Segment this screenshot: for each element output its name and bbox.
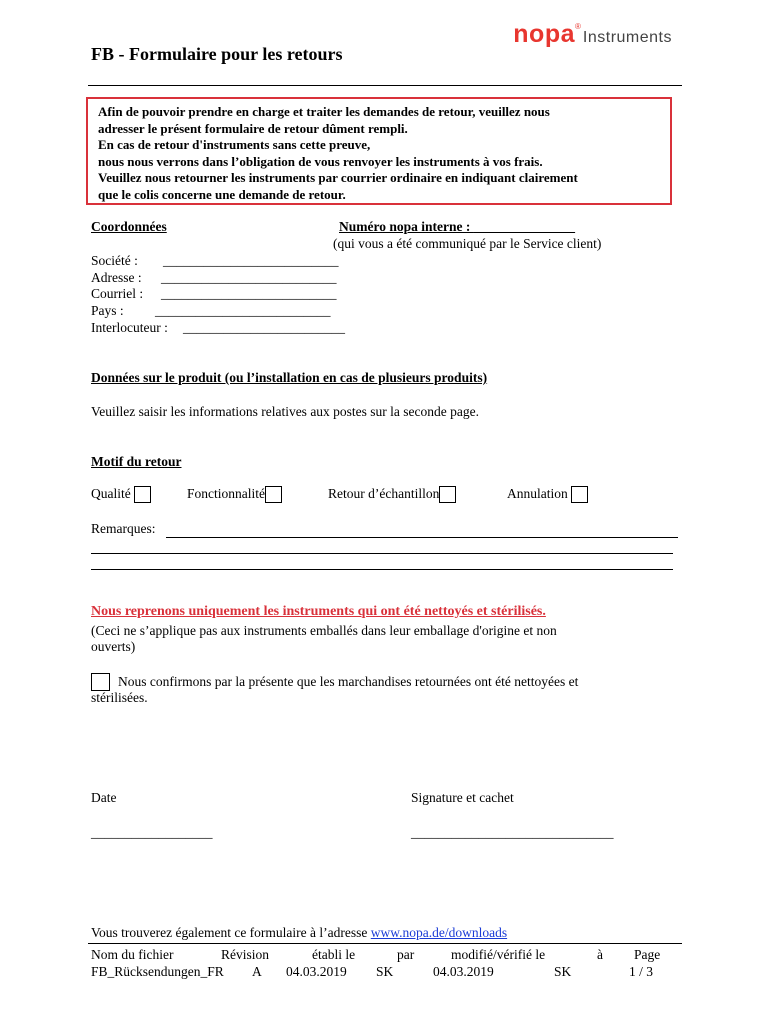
date-label: Date	[91, 790, 117, 805]
option-annulation	[507, 486, 588, 503]
footer-header-revision: Révision	[221, 947, 270, 962]
footer-header-par: par	[397, 947, 415, 962]
logo-subtitle: Instruments	[582, 29, 672, 46]
field-label-courriel: Courriel :	[91, 286, 144, 301]
footer-value-modifie: 04.03.2019	[433, 964, 494, 979]
nettoyage-note-1: (Ceci ne s’applique pas aux instruments emballés dans leur emballage d'origine et non	[91, 623, 557, 638]
option-retour-echantillon	[328, 486, 456, 503]
footer-header-modifie: modifié/vérifié le	[451, 947, 546, 962]
notice-box	[86, 97, 672, 205]
footer-divider	[88, 943, 682, 944]
notice-line: En cas de retour d'instruments sans cette preuve,	[98, 137, 371, 152]
download-text: Vous trouverez également ce formulaire à l’adresse	[91, 925, 371, 940]
logo-brand: nopa	[513, 20, 575, 48]
motif-heading: Motif du retour	[91, 454, 182, 469]
checkbox-qualite[interactable]	[134, 486, 151, 503]
checkbox-retour-echantillon[interactable]	[439, 486, 456, 503]
notice-line: adresser le présent formulaire de retour dûment rempli.	[98, 120, 408, 136]
nettoyage-warning: Nous reprenons uniquement les instruments qui ont été nettoyés et stérilisés.	[91, 604, 546, 619]
date-field[interactable]: __________________	[91, 825, 213, 840]
download-link[interactable]: www.nopa.de/downloads	[370, 925, 508, 940]
field-label-interlocuteur: Interlocuteur :	[91, 320, 168, 335]
remarques-line-3[interactable]	[91, 569, 673, 570]
confirmation-text-2: stérilisées.	[91, 690, 148, 705]
download-note	[91, 925, 507, 941]
remarques-line-2[interactable]	[91, 553, 673, 554]
option-qualite	[91, 486, 151, 503]
coordonnees-heading: Coordonnées	[91, 219, 167, 234]
produit-heading: Données sur le produit (ou l’installation en cas de plusieurs produits)	[91, 370, 488, 385]
logo-registered: ®	[575, 22, 581, 31]
option-label: Retour d’échantillon	[328, 486, 440, 501]
notice-line: Afin de pouvoir prendre en charge et traiter les demandes de retour, veuillez nous	[98, 104, 550, 119]
option-label: Fonctionnalité	[187, 486, 265, 501]
numero-nopa-note: (qui vous a été communiqué par le Service client)	[333, 236, 602, 251]
remarques-line-1[interactable]	[166, 537, 678, 538]
footer-value-a: SK	[554, 964, 572, 979]
page-title: FB - Formulaire pour les retours	[91, 44, 343, 64]
field-societe[interactable]: __________________________	[163, 253, 339, 268]
footer-header-etabli: établi le	[312, 947, 356, 962]
nettoyage-note-2: ouverts)	[91, 639, 136, 654]
field-interlocuteur[interactable]: ________________________	[183, 320, 345, 335]
numero-nopa-field[interactable]: _______________	[473, 219, 575, 234]
checkbox-confirmation[interactable]	[91, 673, 110, 691]
numero-nopa-text: Numéro nopa interne :	[339, 219, 474, 234]
signature-label: Signature et cachet	[411, 790, 514, 805]
field-label-pays: Pays :	[91, 303, 124, 318]
numero-nopa-label	[339, 219, 575, 235]
footer-value-etabli: 04.03.2019	[286, 964, 347, 979]
option-label: Qualité	[91, 486, 131, 501]
confirmation-text-1: Nous confirmons par la présente que les marchandises retournées ont été nettoyées et	[118, 674, 579, 689]
field-adresse[interactable]: __________________________	[161, 270, 337, 285]
produit-text: Veuillez saisir les informations relatives aux postes sur la seconde page.	[91, 404, 480, 419]
footer-value-page: 1 / 3	[629, 964, 654, 979]
title-divider	[88, 85, 682, 86]
option-label: Annulation	[507, 486, 568, 501]
footer-value-par: SK	[376, 964, 394, 979]
footer-value-filename: FB_Rücksendungen_FR	[91, 964, 224, 979]
footer-header-page: Page	[634, 947, 661, 962]
checkbox-fonctionnalite[interactable]	[265, 486, 282, 503]
signature-field[interactable]: ______________________________	[411, 825, 614, 840]
notice-line: nous nous verrons dans l’obligation de vous renvoyer les instruments à vos frais.	[98, 153, 543, 169]
notice-line: que le colis concerne une demande de retour.	[98, 186, 346, 202]
footer-value-revision: A	[252, 964, 262, 979]
notice-line: Veuillez nous retourner les instruments par courrier ordinaire en indiquant clairement	[98, 170, 578, 185]
footer-header-filename: Nom du fichier	[91, 947, 174, 962]
footer-header-a: à	[597, 947, 603, 962]
nopa-logo	[513, 20, 672, 49]
remarques-label: Remarques:	[91, 521, 156, 536]
checkbox-annulation[interactable]	[571, 486, 588, 503]
field-pays[interactable]: __________________________	[155, 303, 331, 318]
field-courriel[interactable]: __________________________	[161, 286, 337, 301]
field-label-societe: Société :	[91, 253, 138, 268]
option-fonctionnalite	[187, 486, 282, 503]
field-label-adresse: Adresse :	[91, 270, 142, 285]
